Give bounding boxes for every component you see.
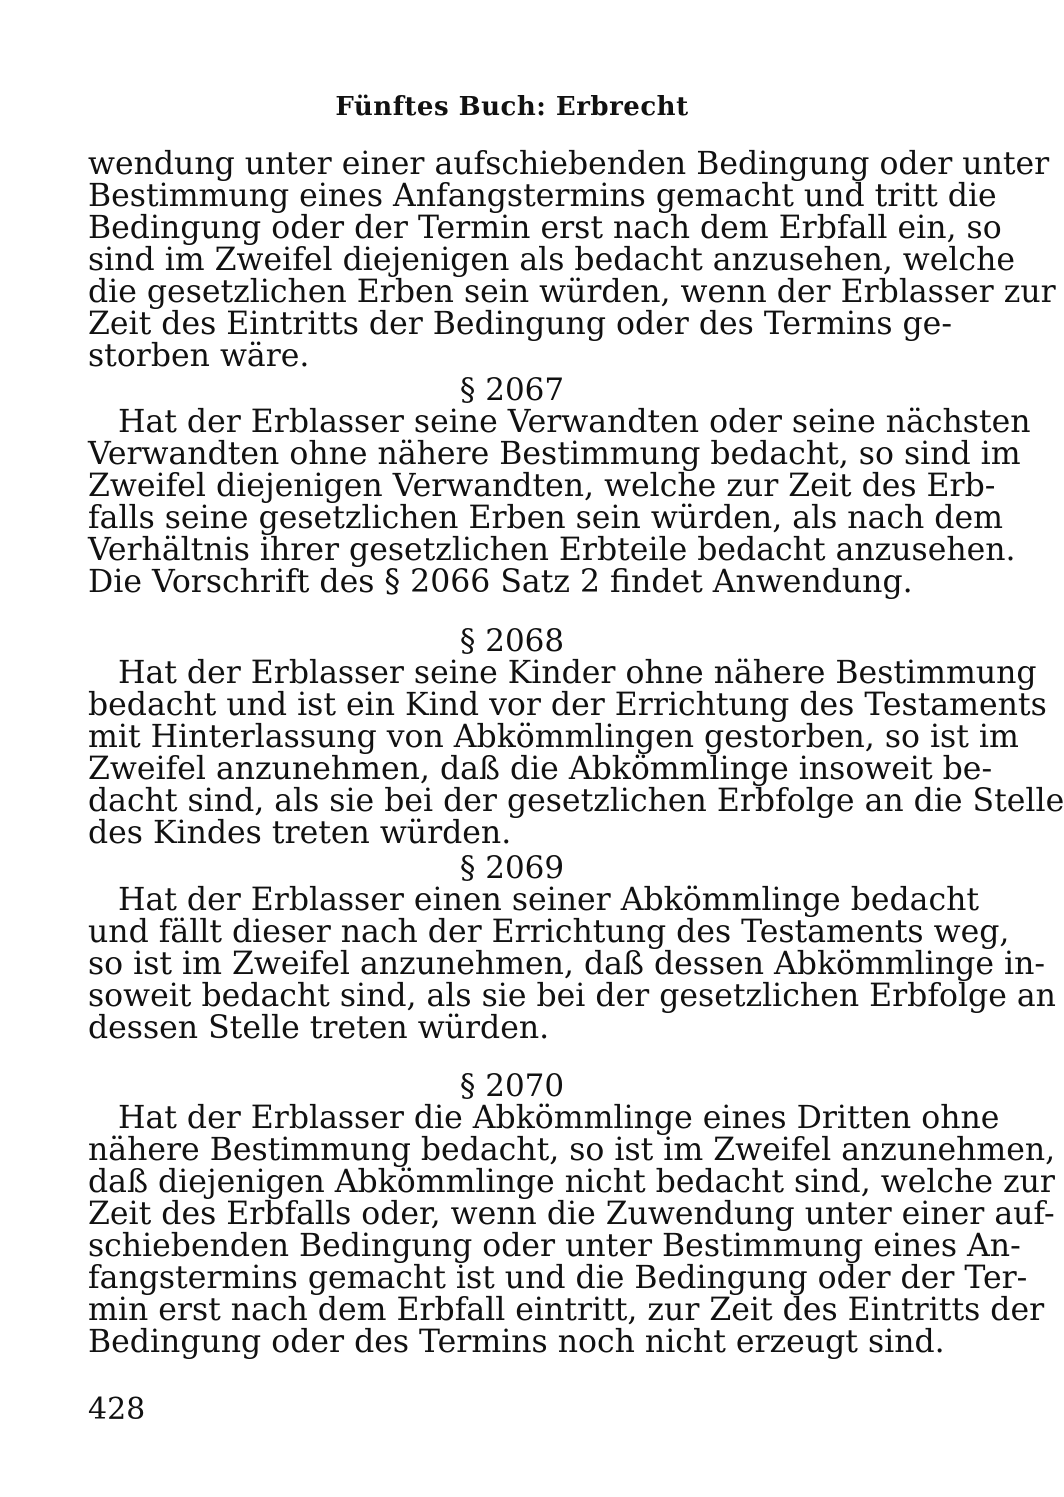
text-line: Hat der Erblasser seine Verwandten oder seine nächsten [118, 404, 1031, 440]
page-number: 428 [88, 1392, 146, 1427]
section-2067-paragraph [88, 404, 1031, 600]
text-line: Bestimmung eines Anfangstermins gemacht und tritt die [88, 178, 997, 214]
text-line: die gesetzlichen Erben sein würden, wenn der Erblasser zur [88, 274, 1056, 310]
text-line: bedacht und ist ein Kind vor der Errichtung des Testaments [88, 687, 1047, 723]
section-2068-paragraph [88, 655, 1064, 851]
section-heading-2070: § 2070 [459, 1068, 565, 1104]
text-line: fangstermins gemacht ist und die Bedingung oder der Ter- [88, 1260, 1028, 1296]
text-line: Hat der Erblasser die Abkömmlinge eines Dritten ohne [118, 1100, 1000, 1136]
text-line: storben wäre. [88, 338, 310, 374]
text-line: schiebenden Bedingung oder unter Bestimmung eines An- [88, 1228, 1021, 1264]
text-line: des Kindes treten würden. [88, 815, 512, 851]
text-line: mit Hinterlassung von Abkömmlingen gestorben, so ist im [88, 719, 1019, 755]
text-line: Bedingung oder des Termins noch nicht erzeugt sind. [88, 1324, 945, 1360]
section-heading-2067: § 2067 [459, 372, 565, 408]
text-line: nähere Bestimmung bedacht, so ist im Zweifel anzunehmen, [88, 1132, 1056, 1168]
text-line: dacht sind, als sie bei der gesetzlichen Erbfolge an die Stelle [88, 783, 1064, 819]
text-line: Zeit des Eintritts der Bedingung oder des Termins ge- [88, 306, 952, 342]
text-line: daß diejenigen Abkömmlinge nicht bedacht sind, welche zur [88, 1164, 1055, 1200]
running-head: Fünftes Buch: Erbrecht [335, 92, 689, 122]
text-line: Bedingung oder der Termin erst nach dem Erbfall ein, so [88, 210, 1002, 246]
section-2069-paragraph [88, 882, 1056, 1046]
text-line: sind im Zweifel diejenigen als bedacht anzusehen, welche [88, 242, 1016, 278]
text-line: dessen Stelle treten würden. [88, 1010, 550, 1046]
text-line: soweit bedacht sind, als sie bei der gesetzlichen Erbfolge an [88, 978, 1056, 1014]
text-line: Die Vorschrift des § 2066 Satz 2 findet Anwendung. [88, 564, 913, 600]
text-line: so ist im Zweifel anzunehmen, daß dessen Abkömmlinge in- [88, 946, 1045, 982]
text-line: falls seine gesetzlichen Erben sein würden, als nach dem [88, 500, 1003, 536]
text-line: und fällt dieser nach der Errichtung des Testaments weg, [88, 914, 1010, 950]
text-line: Zweifel anzunehmen, daß die Abkömmlinge insoweit be- [88, 751, 993, 787]
text-line: Hat der Erblasser seine Kinder ohne nähere Bestimmung [118, 655, 1037, 691]
section-heading-2069: § 2069 [459, 850, 565, 886]
text-line: wendung unter einer aufschiebenden Bedingung oder unter [88, 146, 1050, 182]
text-line: Verwandten ohne nähere Bestimmung bedacht, so sind im [88, 436, 1021, 472]
text-line: Zweifel diejenigen Verwandten, welche zur Zeit des Erb- [88, 468, 996, 504]
continuation-paragraph [88, 146, 1056, 374]
text-line: Verhältnis ihrer gesetzlichen Erbteile bedacht anzusehen. [88, 532, 1016, 568]
text-line: Zeit des Erbfalls oder, wenn die Zuwendung unter einer auf- [88, 1196, 1055, 1232]
section-heading-2068: § 2068 [459, 623, 565, 659]
text-line: Hat der Erblasser einen seiner Abkömmlinge bedacht [118, 882, 980, 918]
text-line: min erst nach dem Erbfall eintritt, zur Zeit des Eintritts der [88, 1292, 1045, 1328]
section-2070-paragraph [88, 1100, 1056, 1360]
